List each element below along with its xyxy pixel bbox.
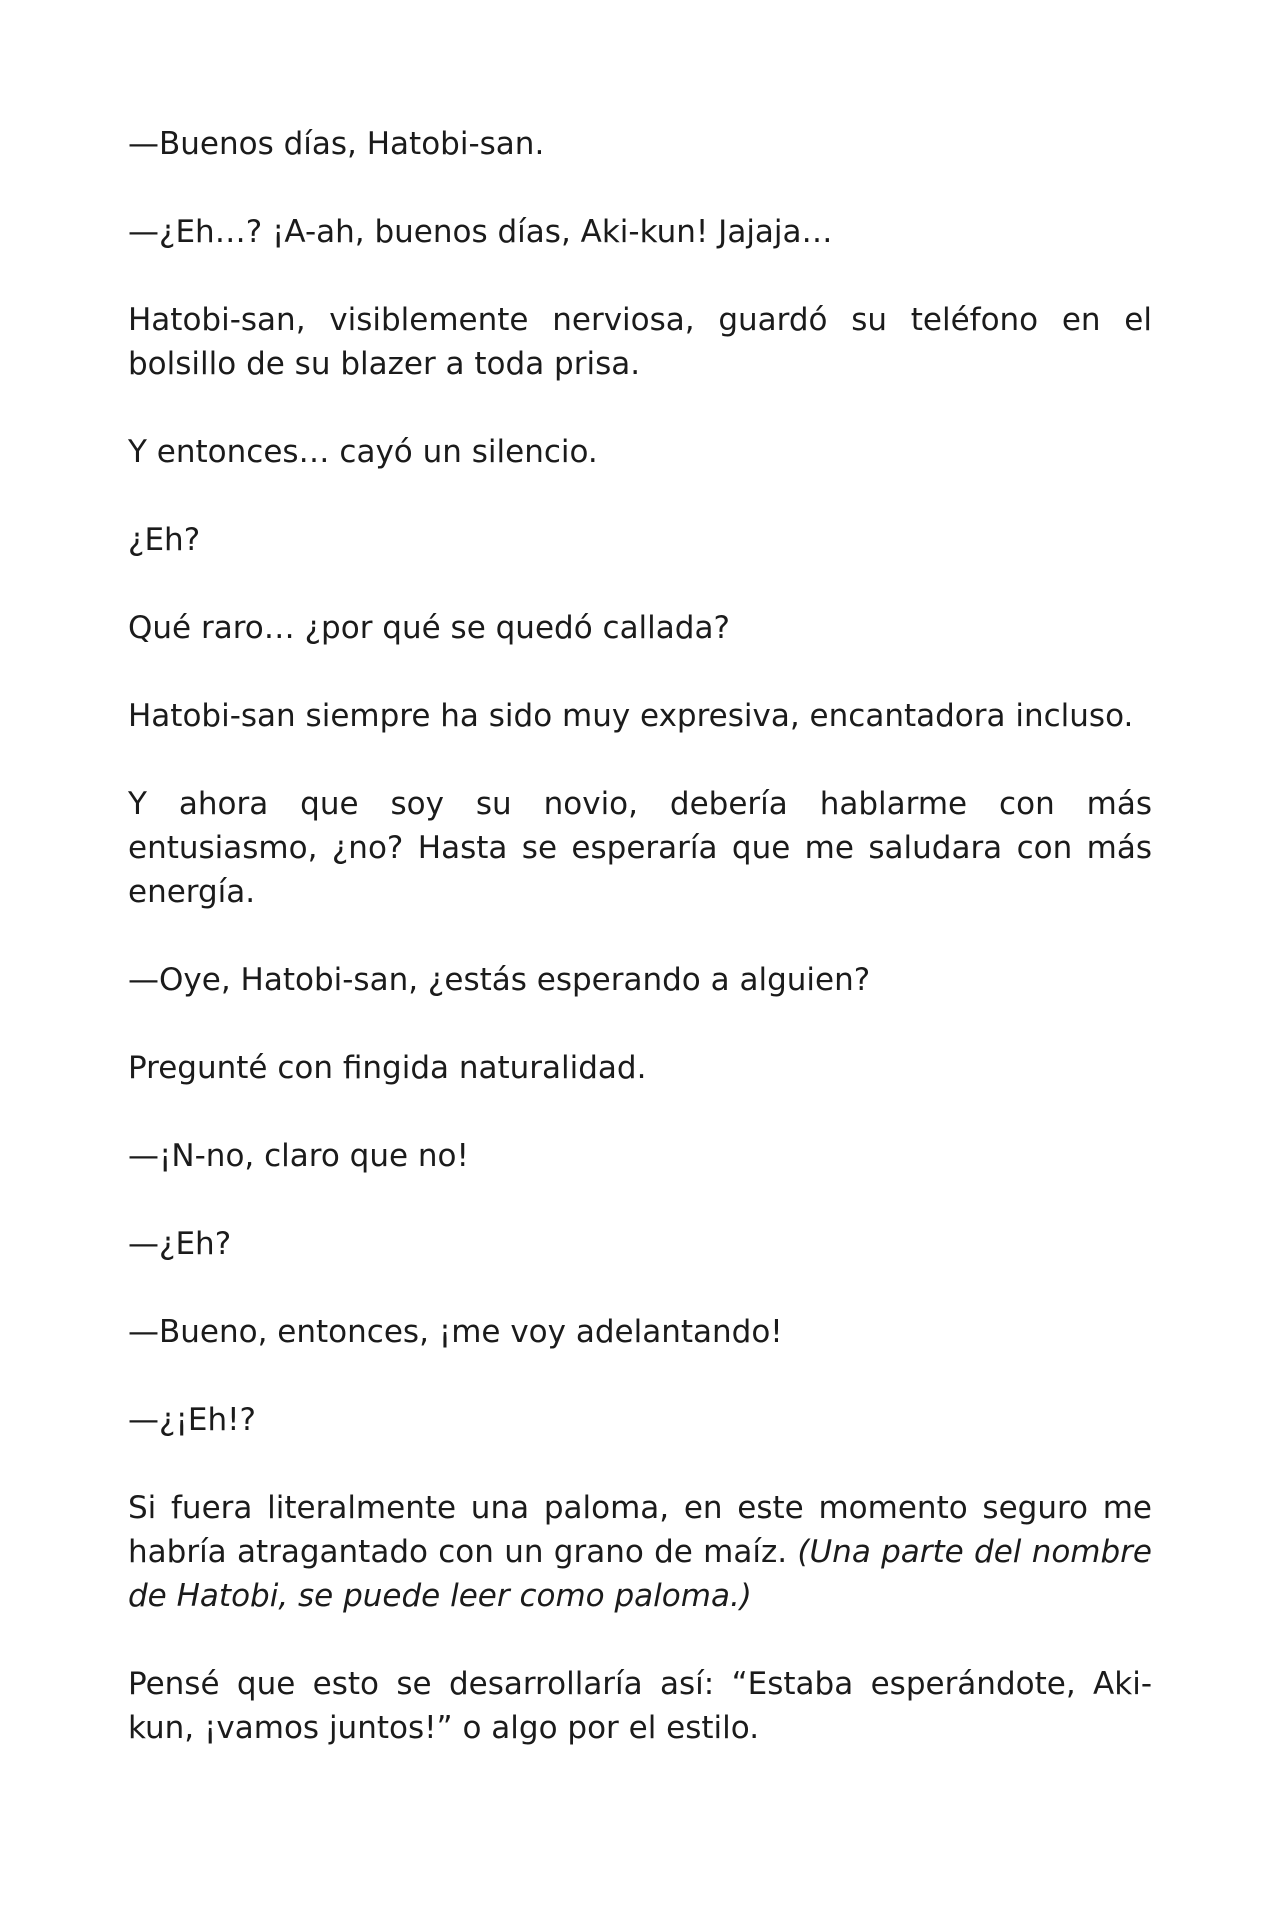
paragraph-reply: —¿Eh…? ¡A-ah, buenos días, Aki-kun! Jajaja… — [128, 214, 833, 250]
paragraph-greeting: —Buenos días, Hatobi-san. — [128, 126, 545, 162]
paragraph-expectation: Pensé que esto se desarrollaría así: “Estaba esperándote, Aki-kun, ¡vamos juntos!” o algo por el estilo. — [128, 1666, 1152, 1746]
document-page — [128, 122, 1152, 1750]
paragraph-eh-2: —¿Eh? — [128, 1226, 232, 1262]
paragraph-denial: —¡N-no, claro que no! — [128, 1138, 469, 1174]
paragraph-boyfriend: Y ahora que soy su novio, debería hablarme con más entusiasmo, ¿no? Hasta se esperaría que me saludara con más energía. — [128, 786, 1152, 910]
paragraph-asked: Pregunté con fingida naturalidad. — [128, 1050, 647, 1086]
paragraph-silence: Y entonces… cayó un silencio. — [128, 434, 598, 470]
pigeon-text: Si fuera literalmente una paloma, en este momento seguro me habría atragantado con un grano de maíz. — [128, 1490, 1152, 1570]
paragraph-surprise: —¿¡Eh!? — [128, 1402, 256, 1438]
paragraph-eh: ¿Eh? — [128, 522, 201, 558]
paragraph-expressive: Hatobi-san siempre ha sido muy expresiva, encantadora incluso. — [128, 698, 1134, 734]
paragraph-question: —Oye, Hatobi-san, ¿estás esperando a alguien? — [128, 962, 871, 998]
paragraph-nervous: Hatobi-san, visiblemente nerviosa, guardó su teléfono en el bolsillo de su blazer a toda prisa. — [128, 302, 1152, 382]
paragraph-pigeon — [128, 1486, 1152, 1618]
translator-note: (Una parte del nombre de Hatobi, se puede leer como paloma.) — [128, 1534, 1152, 1614]
paragraph-leaving: —Bueno, entonces, ¡me voy adelantando! — [128, 1314, 783, 1350]
paragraph-strange: Qué raro… ¿por qué se quedó callada? — [128, 610, 730, 646]
